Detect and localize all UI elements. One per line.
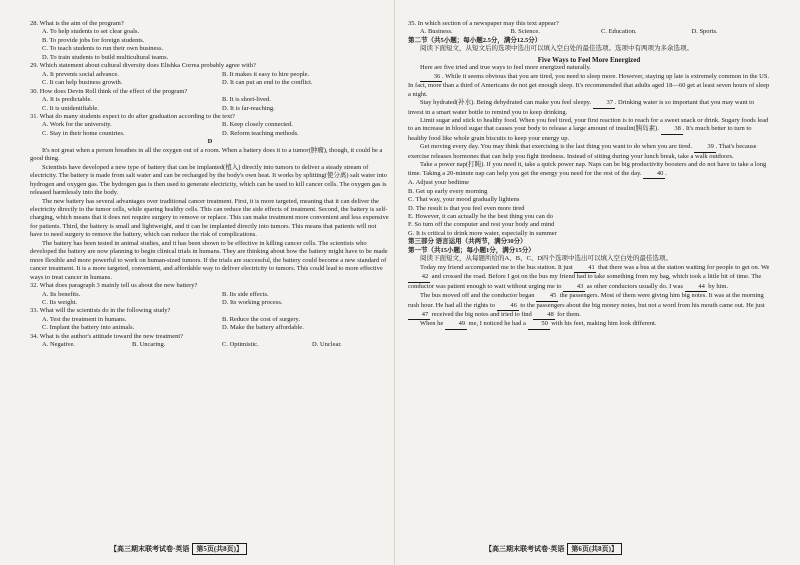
passage-paragraph-37 <box>408 99 770 117</box>
q35-option-c: C. Education. <box>601 28 637 36</box>
blank-37: 37 <box>593 99 615 108</box>
cloze2-text-a: The bus moved off and the conductor began <box>420 292 535 300</box>
cloze2-text-c: to the passengers about the big money notes, but not a word from his mouth came out. He just <box>520 301 765 309</box>
q32-option-a: A. Its benefits. <box>42 290 81 298</box>
question-31 <box>30 113 390 138</box>
passage-paragraph-39 <box>408 143 770 161</box>
q33-option-d: D. Make the battery affordable. <box>222 324 304 332</box>
option-a: A. Adjust your bedtime <box>408 179 470 187</box>
cloze2-text-e: for them. <box>557 310 581 318</box>
question-28 <box>30 20 390 62</box>
option-b: B. Get up early every morning <box>408 187 488 195</box>
q30-option-d: D. It is far-reaching. <box>222 104 275 112</box>
cloze2-text-b: the passengers. Most of them were giving him big notes. It was at the morning rush hour. He had all the rights to <box>408 292 764 309</box>
paragraph-36-text: . While it seems obvious that you are tired, you need to sleep more. However, staying up late is extremely common in the US. In fact, more than a third of Americans do not get enough sleep. It's recommended that adults aged 18—60 get at least seven hours of sleep a night. <box>408 72 770 98</box>
paragraph-39-text-start: Get moving every day. You may think that exercising is the last thing you want to do when you are tired. <box>420 143 692 151</box>
q35-option-d: D. Sports. <box>691 28 718 36</box>
option-c: C. That way, your mood gradually lightens <box>408 196 520 204</box>
q29-stem: 29. Which statement about cultural diversity does Elishka Correa probably agree with? <box>30 62 256 70</box>
q28-option-d: D. To train students to build multicultural teams. <box>42 53 169 61</box>
cloze3-text-b: me, I noticed he had a <box>468 320 526 328</box>
right-footer-title: 【高三期末联考试卷·英语 <box>485 545 565 553</box>
cloze3-text-a: When he <box>420 320 444 328</box>
q28-option-a: A. To help students to set clear goals. <box>42 28 140 36</box>
q29-option-a: A. It prevents social advance. <box>42 70 119 78</box>
q30-option-a: A. It is predictable. <box>42 96 92 104</box>
cloze-paragraph-2 <box>408 292 770 320</box>
part3-subheader: 第一节（共15小题；每小题1分，满分15分） <box>408 246 535 254</box>
passage-intro: Here are five tried and true ways to feel more energized naturally. <box>420 64 591 72</box>
left-page <box>30 20 390 350</box>
right-page-footer <box>485 543 622 555</box>
right-page <box>408 20 770 330</box>
q35-stem: 35. In which section of a newspaper may this text appear? <box>408 20 559 27</box>
cloze-paragraph-3 <box>408 320 770 329</box>
question-33 <box>30 307 390 332</box>
option-f: F. So turn off the computer and rest your body and mind <box>408 221 555 229</box>
options-list <box>408 179 770 238</box>
option-d: D. The result is that you feel even more tired <box>408 204 525 212</box>
cloze1-text-a: Today my friend accompanied me to the bus station. It just <box>420 263 573 271</box>
paragraph-38-text-rest: . It's much better to turn to healthy food like whole grain biscuits to keep your energy up. <box>408 125 752 142</box>
passage-paragraph-40 <box>408 161 770 179</box>
q33-option-c: C. Implant the battery into animals. <box>42 324 135 332</box>
blank-36: 36 <box>420 73 442 82</box>
paragraph-40-text-start: Take a power nap(打盹). If you need it, take a quick power nap. Naps can be big productivity boosters and do not have to take a long time. Taking a 20-minute nap can help you get the energy you need for the rest of the day. <box>408 161 767 177</box>
q32-option-d: D. Its working process. <box>222 298 283 306</box>
left-page-footer <box>110 543 247 555</box>
blank-44: 44 <box>685 283 707 292</box>
cloze-paragraph-1 <box>408 264 770 292</box>
blank-47: 47 <box>408 311 430 320</box>
q32-option-b: B. Its side effects. <box>222 290 269 298</box>
paragraph-37-text-rest: . Drinking water is so important that you may want to invest in a smart water bottle to remind you to keep drinking. <box>408 99 755 116</box>
q31-option-b: B. Keep closely connected. <box>222 121 293 129</box>
blank-45: 45 <box>536 292 558 301</box>
paragraph-38-text-start: Limit sugar and stick to healthy food. When you feel tired, your first reaction is to reach for a sweet snack or drink. Sugary foods lead to an increase in blood sugar that causes your body to release a large amount of insulin(胰岛素). <box>408 116 769 133</box>
q34-stem: 34. What is the author's attitude toward the new treatment? <box>30 332 184 340</box>
q33-option-a: A. Test the treatment in humans. <box>42 315 127 323</box>
q32-stem: 32. What does paragraph 3 mainly tell us about the new battery? <box>30 282 198 290</box>
q29-option-c: C. It can help business growth. <box>42 79 123 87</box>
paragraph-39-text-rest: . That's because exercise releases hormones that can help you fight tiredness. Instead of sitting during your lunch break, take a walk outdoors. <box>408 143 757 160</box>
q30-option-c: C. It is unidentifiable. <box>42 104 99 112</box>
q34-option-d: D. Unclear. <box>312 341 342 349</box>
q32-option-c: C. Its weight. <box>42 298 78 306</box>
right-footer-page: 第6页(共8页)】 <box>567 543 622 555</box>
passage-title: Five Ways to Feel More Energized <box>537 55 641 64</box>
q33-option-b: B. Reduce the cost of surgery. <box>222 315 300 323</box>
blank-41: 41 <box>574 264 596 273</box>
blank-49: 49 <box>445 320 467 329</box>
q29-option-b: B. It makes it easy to hire people. <box>222 70 310 78</box>
blank-48: 48 <box>533 311 555 320</box>
q33-stem: 33. What will the scientists do in the following study? <box>30 307 171 315</box>
q34-option-c: C. Optimistic. <box>222 341 259 349</box>
blank-40: 40 <box>643 170 665 179</box>
q31-stem: 31. What do many students expect to do after graduation according to the text? <box>30 112 235 120</box>
passage-d-paragraph-2: Scientists have developed a new type of battery that can be implanted(植入) directly into tumors to deliver a steady stream of electricity. The battery is made from salt water and can be recharged by the body's own heat. It works by splitting(使分离) salt water into hydrogen and oxygen gas. The hydrogen gas is then used to generate electricity, which can be used to kill cancer cells. The oxygen gas is released harmlessly into the body. <box>30 163 388 197</box>
part3-header: 第三部分 语言运用（共两节，满分30分） <box>408 238 527 246</box>
option-e: E. However, it can actually be the best thing you can do <box>408 212 554 220</box>
q34-option-b: B. Uncaring. <box>132 341 166 349</box>
cloze1-text-c: and crossed the road. Before I got on the bus my friend had to take something from my bag, which took a little bit of time. The conductor was patient enough to wait without urging me to <box>408 273 762 290</box>
question-35 <box>408 20 770 37</box>
blank-38: 38 <box>661 125 683 134</box>
cloze1-text-e: by him. <box>708 282 729 290</box>
q35-option-b: B. Science. <box>510 28 540 36</box>
q28-stem: 28. What is the aim of the program? <box>30 20 124 27</box>
question-29 <box>30 62 390 87</box>
blank-46: 46 <box>497 302 519 311</box>
option-g: G. It is critical to drink more water, especially in summer <box>408 229 557 237</box>
section-d-label: D <box>207 138 213 146</box>
q31-option-c: C. Stay in their home countries. <box>42 129 125 137</box>
q28-option-b: B. To provide jobs for foreign students. <box>42 36 145 44</box>
part2-header: 第二节（共5小题；每小题2.5分，满分12.5分） <box>408 36 542 44</box>
question-34 <box>30 333 390 350</box>
part2-instructions: 阅读下面短文，从短文后的选项中选出可以填入空白处的最佳选项。选项中有两项为多余选项。 <box>420 45 693 53</box>
passage-d-paragraph-4: The battery has been tested in animal studies, and it has been shown to be effective in killing cancer cells. The scientists who developed the battery are now planning to begin clinical trials in humans. They are thinking about how the battery might have to be made more flexible and more powerful to work on human-sized tumors. If the trials are successful, the battery could become a new standard of cancer treatment. It is a more targeted, convenient, and affordable way to deliver electricity to tumors. This could lead to more effective ways to treat cancer in humans. <box>30 239 388 281</box>
page-fold <box>394 0 395 565</box>
part3-instructions: 阅读下面短文，从每题所给的A、B、C、D四个选项中选出可以填入空白处的最佳选项。 <box>420 255 673 263</box>
q30-stem: 30. How does Devin Roll think of the effect of the program? <box>30 87 188 95</box>
cloze1-text-d: as other conductors usually do. I was <box>586 282 683 290</box>
passage-d-paragraph-1: It's not great when a person breathes in all the oxygen out of a room. When a battery does it to a tumor(肿瘤), though, it could be a good thing. <box>30 146 383 163</box>
blank-42: 42 <box>408 273 430 282</box>
question-32 <box>30 282 390 307</box>
blank-50: 50 <box>528 320 550 329</box>
left-footer-title: 【高三期末联考试卷·英语 <box>110 545 190 553</box>
cloze1-text-b: that there was a bus at the station waiting for people to get on. We <box>598 263 770 271</box>
q34-option-a: A. Negative. <box>42 341 76 349</box>
paragraph-37-text-start: Stay hydrated(补水). Being dehydrated can make you feel sleepy. <box>420 99 592 107</box>
question-30 <box>30 88 390 113</box>
q28-option-c: C. To teach students to run their own business. <box>42 45 164 53</box>
blank-43: 43 <box>563 283 585 292</box>
passage-paragraph-38 <box>408 117 770 143</box>
q30-option-b: B. It is short-lived. <box>222 96 271 104</box>
blank-39: 39 <box>694 143 716 152</box>
passage-paragraph-36 <box>408 73 770 99</box>
cloze3-text-c: with his feet, making him look different. <box>551 320 657 328</box>
paragraph-40-text-end: . <box>665 169 667 177</box>
left-footer-page: 第5页(共8页)】 <box>192 543 247 555</box>
q31-option-d: D. Reform teaching methods. <box>222 129 299 137</box>
cloze2-text-d: received the big notes and tried to find <box>431 310 532 318</box>
passage-d-paragraph-3: The new battery has several advantages over traditional cancer treatment. First, it is more targeted, meaning that it can deliver the electricity directly to the tumor cells, while sparing healthy cells. This can reduce the side effects of treatment. Second, the battery is self-charging, which means that it does not require surgery to remove or replace. This can make treatment more convenient and less expensive for patients. Third, the battery is small and lightweight, and it can be implanted directly into tumors. This means that patients will not have to need surgery to remove the battery, which can reduce the risk of complications. <box>30 197 389 239</box>
q29-option-d: D. It can put an end to the conflict. <box>222 79 313 87</box>
q35-option-a: A. Business. <box>420 28 453 36</box>
q31-option-a: A. Work for the university. <box>42 121 112 129</box>
